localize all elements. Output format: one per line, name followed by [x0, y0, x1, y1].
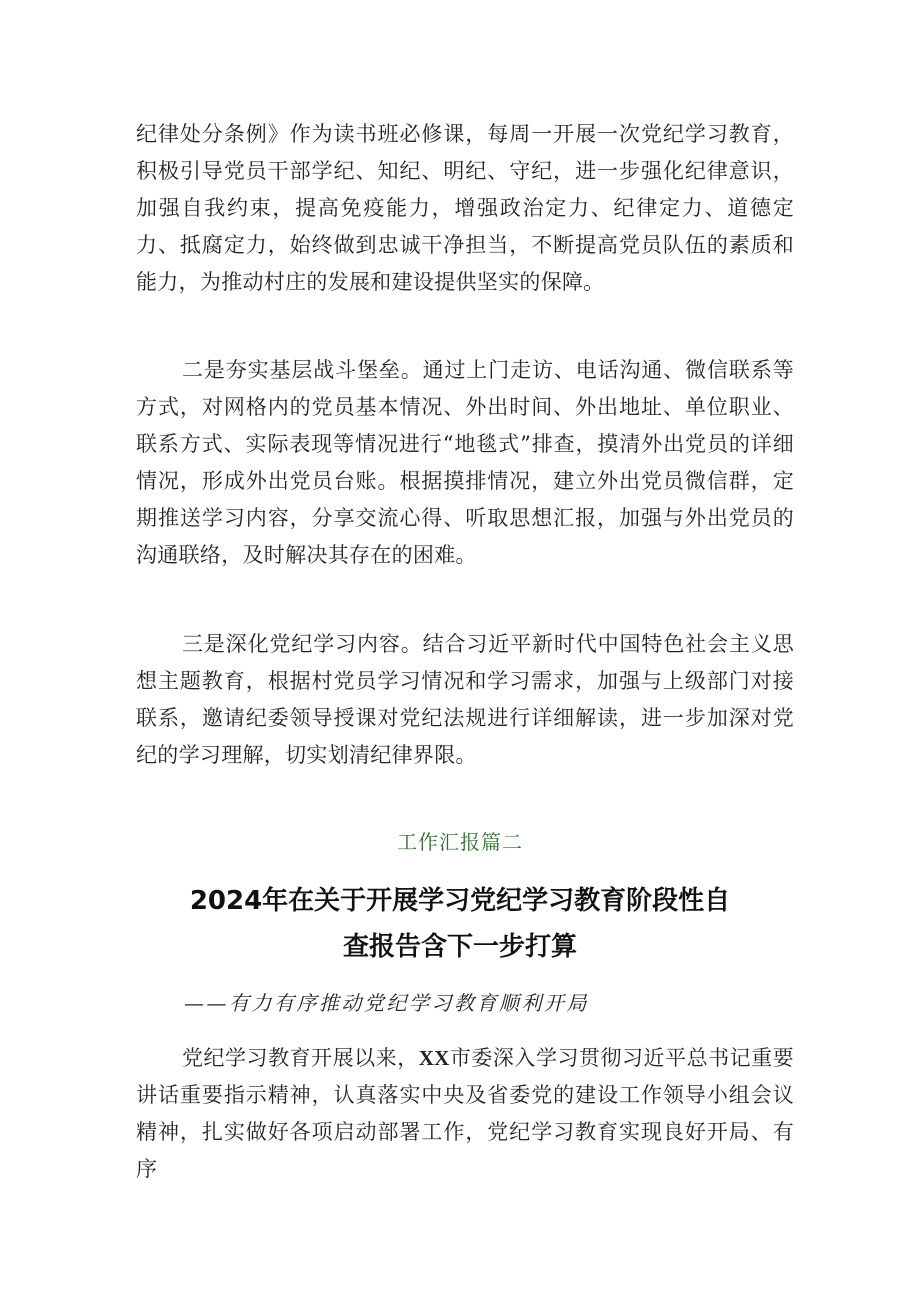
intro-city-placeholder: XX — [418, 1046, 450, 1070]
report-subtitle: ——有力有序推动党纪学习教育顺利开局 — [184, 991, 589, 1015]
paragraph-discipline-study: 纪律处分条例》作为读书班必修课，每周一开展一次党纪学习教育，积极引导党员干部学纪、知纪、明纪、守纪，进一步强化纪律意识，加强自我约束，提高免疫能力，增强政治定力、纪律定力、道德定力、抵腐定力，始终做到忠诚干净担当，不断提高党员队伍的素质和能力，为推动村庄的发展和建设提供坚实的保障。 — [136, 122, 794, 294]
paragraph-grassroots-fortress: 二是夯实基层战斗堡垒。通过上门走访、电话沟通、微信联系等方式，对网格内的党员基本情况、外出时间、外出地址、单位职业、联系方式、实际表现等情况进行“地毯式”排查，摸清外出党员的详细情况，形成外出党员台账。根据摸排情况，建立外出党员微信群，定期推送学习内容，分享交流心得、听取思想汇报，加强与外出党员的沟通联络，及时解决其存在的困难。 — [136, 358, 794, 567]
report-title-line-2: 查报告含下一步打算 — [342, 932, 577, 962]
paragraph-report-intro — [136, 1040, 794, 1188]
paragraph-deepen-study: 三是深化党纪学习内容。结合习近平新时代中国特色社会主义思想主题教育，根据村党员学习情况和学习需求，加强与上级部门对接联系，邀请纪委领导授课对党纪法规进行详细解读，进一步加深对党纪的学习理解，切实划清纪律界限。 — [136, 632, 794, 767]
report-title-line-1: 2024年在关于开展学习党纪学习教育阶段性自 — [189, 886, 731, 916]
intro-prefix: 党纪学习教育开展以来， — [182, 1046, 419, 1070]
section-label: 工作汇报篇二 — [397, 830, 523, 854]
intro-rest: 市委深入学习贯彻习近平总书记重要讲话重要指示精神，认真落实中央及省委党的建设工作领导小组会议精神，扎实做好各项启动部署工作，党纪学习教育实现良好开局、有序 — [136, 1046, 794, 1181]
report-title — [150, 878, 770, 970]
